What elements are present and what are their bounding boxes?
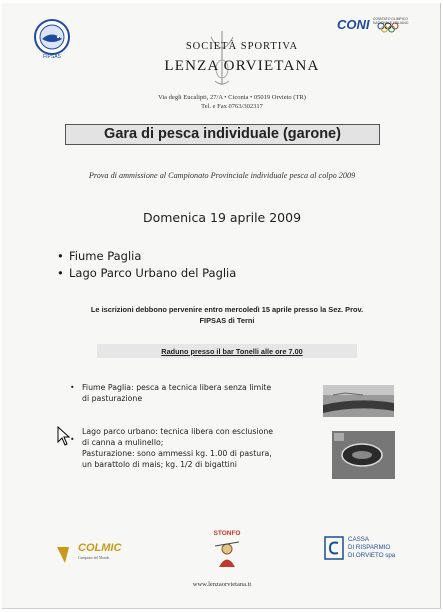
colmic-tagline: Campione del Mondo — [78, 556, 110, 560]
location-label: Lago Parco Urbano del Paglia — [69, 266, 237, 280]
mouse-cursor-icon — [57, 426, 71, 446]
detail-item — [70, 426, 332, 470]
detail-line: di canna a mulinello; — [82, 438, 164, 447]
registration-notice — [42, 304, 412, 326]
cassa-logo — [324, 536, 344, 560]
phone-line: Tel. e Fax 0763/302317 — [201, 103, 263, 110]
bullet-icon: • — [70, 383, 75, 392]
club-address — [102, 93, 362, 111]
coni-caption: COMITATO OLIMPICO NAZIONALE ITALIANO — [373, 17, 409, 25]
detail-line: Lago parco urbano: tecnica libera con esclusione — [82, 427, 274, 436]
lake-aerial-photo — [332, 431, 395, 479]
bullet-icon: • — [70, 435, 75, 444]
cassa-line: DI ORVIETO spa — [348, 552, 396, 559]
event-title-box — [65, 124, 380, 145]
detail-line: Fiume Paglia: pesca a tecnica libera senza limite — [82, 383, 272, 392]
cassa-line: DI RISPARMIO — [348, 544, 391, 551]
location-item — [57, 266, 236, 280]
document-page — [2, 3, 441, 609]
club-name: LENZA ORVIETANA — [164, 58, 320, 74]
detail-line: un barattolo di mais; kg. 1/2 di bigattini — [82, 460, 237, 469]
bullet-icon: • — [57, 266, 64, 280]
location-label: Fiume Paglia — [69, 249, 142, 263]
meeting-info: Raduno presso il bar Tonelli alle ore 7.00 — [161, 347, 303, 356]
bullet-icon: • — [57, 249, 64, 263]
detail-line: Pasturazione: sono ammessi kg. 1.00 di pastura, — [82, 449, 272, 458]
fipsas-logo — [32, 18, 72, 60]
address-line: Via degli Eucalipti, 27/A • Ciconia • 05019 Orvieto (TR) — [158, 94, 306, 101]
website-url: www.lenzaorvietana.it — [192, 581, 252, 588]
event-date: Domenica 19 aprile 2009 — [142, 210, 302, 225]
location-item — [57, 249, 141, 263]
stonfo-logo — [213, 540, 241, 568]
event-title: Gara di pesca individuale (garone) — [104, 126, 341, 142]
detail-item — [70, 382, 322, 404]
detail-line: di pasturazione — [82, 394, 143, 403]
river-photo — [323, 385, 394, 417]
notice-line: Le iscrizioni debbono pervenire entro mercoledì 15 aprile presso la Sez. Prov. — [90, 305, 364, 314]
event-subtitle: Prova di ammissione al Campionato Provinciale individuale pesca al colpo 2009 — [88, 171, 356, 180]
colmic-name: COLMIC — [78, 542, 122, 554]
society-label: SOCIETÀ SPORTIVA — [185, 41, 299, 52]
cassa-name — [348, 536, 418, 560]
stonfo-name: STONFO — [213, 530, 241, 537]
notice-line: FIPSAS di Terni — [199, 316, 255, 325]
cassa-line: CASSA — [348, 536, 369, 543]
coni-logo-text: CONI — [337, 17, 370, 32]
fipsas-logo-text: FIPSAS — [43, 54, 61, 60]
